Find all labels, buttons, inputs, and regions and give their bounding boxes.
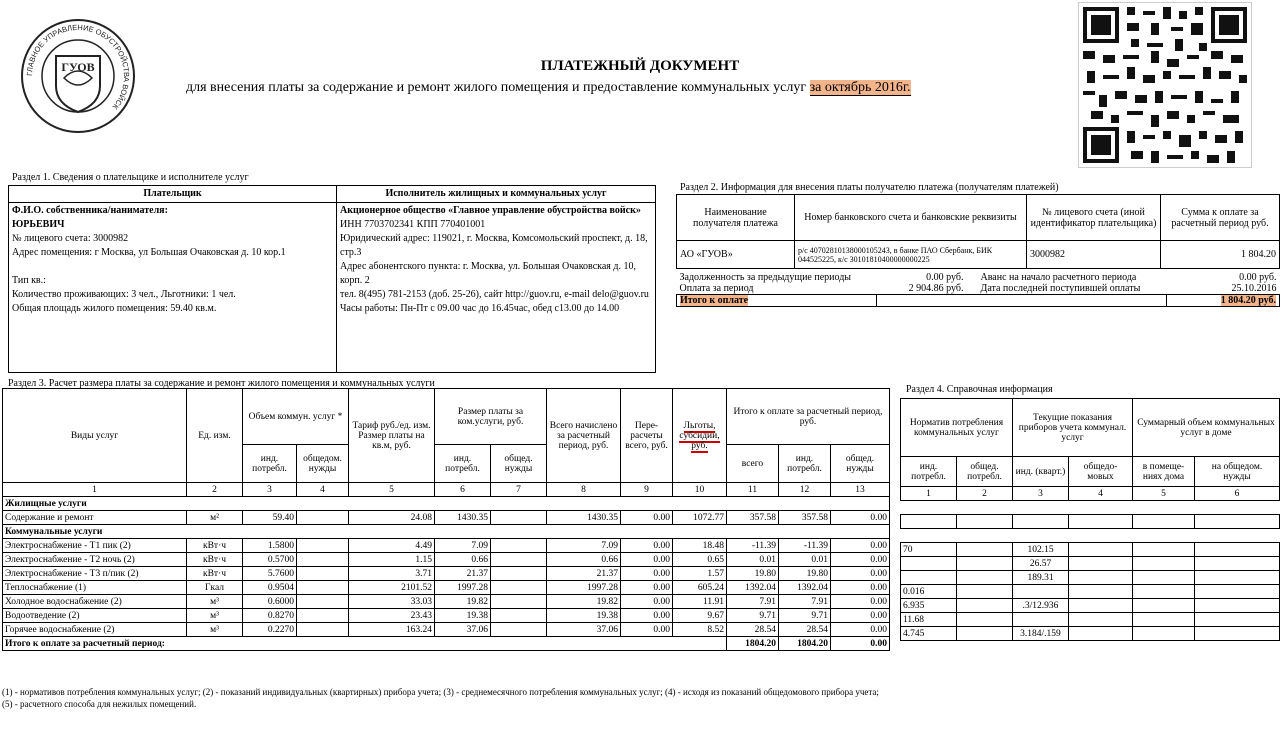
table-cell: 0.00 <box>621 553 673 567</box>
table-cell: м² <box>187 511 243 525</box>
payer-line: Ф.И.О. собственника/нанимателя: <box>12 205 168 216</box>
table-cell <box>491 623 547 637</box>
s4-row <box>901 543 1280 557</box>
column-number: 9 <box>621 483 673 497</box>
h4-sum: Суммарный объем коммунальных услуг в доме <box>1133 399 1280 457</box>
s4-cell <box>1133 599 1195 613</box>
column-number: 2 <box>187 483 243 497</box>
table-cell: 0.66 <box>435 553 491 567</box>
table-cell: 33.03 <box>349 595 435 609</box>
table-cell <box>491 539 547 553</box>
h4-needs: на общедом. нужды <box>1195 457 1280 487</box>
s4-cell <box>1069 599 1133 613</box>
table-row <box>3 581 890 595</box>
s4-column-number: 6 <box>1195 487 1280 501</box>
table-cell: 0.00 <box>831 609 890 623</box>
table-cell: 0.00 <box>831 539 890 553</box>
table-cell: 0.01 <box>779 553 831 567</box>
table-row <box>3 567 890 581</box>
table-cell: 163.24 <box>349 623 435 637</box>
table-cell <box>297 511 349 525</box>
table-cell: 357.58 <box>727 511 779 525</box>
table-cell: 0.00 <box>621 539 673 553</box>
h4-norm: Норматив потребления коммунальных услуг <box>901 399 1013 457</box>
column-number: 8 <box>547 483 621 497</box>
service-name: Электроснабжение - Т2 ночь (2) <box>3 553 187 567</box>
s4-cell <box>957 627 1013 641</box>
table-cell: 0.00 <box>831 595 890 609</box>
table-cell: 357.58 <box>779 511 831 525</box>
table-cell: 1430.35 <box>547 511 621 525</box>
table-cell: 1072.77 <box>673 511 727 525</box>
section4-table <box>900 398 1280 641</box>
table-cell: 1.57 <box>673 567 727 581</box>
s4-column-number: 5 <box>1133 487 1195 501</box>
s4-cell: .3/12.936 <box>1013 599 1069 613</box>
s4-row <box>901 585 1280 599</box>
section1-label: Раздел 1. Сведения о плательщике и исполнителе услуг <box>12 172 249 183</box>
h4-obsh: общедо-мовых <box>1069 457 1133 487</box>
table-cell: 19.82 <box>547 595 621 609</box>
h-ind2: инд. потребл. <box>435 445 491 483</box>
payer-header: Плательщик <box>9 186 337 203</box>
table-cell: -11.39 <box>727 539 779 553</box>
table-cell: 7.91 <box>779 595 831 609</box>
table-cell: 0.00 <box>831 623 890 637</box>
table-cell <box>491 567 547 581</box>
table-cell: 0.00 <box>621 567 673 581</box>
h-common2: общед. нужды <box>491 445 547 483</box>
s4-column-number: 2 <box>957 487 1013 501</box>
paid-label: Оплата за период <box>679 283 754 294</box>
table-row <box>3 553 890 567</box>
table-cell: 0.8270 <box>243 609 297 623</box>
paid-value: 2 904.86 руб. <box>908 283 964 294</box>
service-name: Водоотведение (2) <box>3 609 187 623</box>
table-cell: 1.5800 <box>243 539 297 553</box>
s2-account: 3000982 <box>1027 241 1161 269</box>
s4-cell <box>1069 627 1133 641</box>
table-cell <box>297 553 349 567</box>
table-cell: 37.06 <box>547 623 621 637</box>
table-cell <box>297 609 349 623</box>
executor-header: Исполнитель жилищных и коммунальных услуг <box>337 186 656 203</box>
table-cell <box>297 581 349 595</box>
table-cell <box>491 595 547 609</box>
s4-cell <box>957 613 1013 627</box>
s3-total-ind: 1804.20 <box>779 637 831 651</box>
h-recalc: Пере-расчеты всего, руб. <box>621 389 673 483</box>
logo-text: ГУОВ <box>61 60 95 74</box>
h4-common: общед. потребл. <box>957 457 1013 487</box>
table-cell: 1392.04 <box>727 581 779 595</box>
s4-cell <box>901 557 957 571</box>
s3-total-all: 1804.20 <box>727 637 779 651</box>
table-cell: 0.00 <box>621 609 673 623</box>
h4-meter: Текущие показания приборов учета коммунал. услуг <box>1013 399 1133 457</box>
s4-cell <box>1195 585 1280 599</box>
table-cell <box>297 595 349 609</box>
section3-label: Раздел 3. Расчет размера платы за содержание и ремонт жилого помещения и коммунальных услуги <box>8 378 435 389</box>
table-cell: 0.00 <box>621 581 673 595</box>
s4-row <box>901 627 1280 641</box>
service-name: Холодное водоснабжение (2) <box>3 595 187 609</box>
s4-cell <box>1133 627 1195 641</box>
s4-column-numbers <box>901 487 1280 501</box>
s4-cell: 6.935 <box>901 599 957 613</box>
table-cell: 0.00 <box>621 595 673 609</box>
column-number: 11 <box>727 483 779 497</box>
s4-column-number: 4 <box>1069 487 1133 501</box>
column-number: 12 <box>779 483 831 497</box>
column-number: 13 <box>831 483 890 497</box>
s4-cell <box>1195 613 1280 627</box>
payer-info <box>9 203 337 373</box>
s4-column-number: 1 <box>901 487 957 501</box>
h4-kv: инд. (кварт.) <box>1013 457 1069 487</box>
document-subtitle <box>186 80 1066 96</box>
s4-cell: 0.016 <box>901 585 957 599</box>
h-unit: Ед. изм. <box>187 389 243 483</box>
s4-cell: 189.31 <box>1013 571 1069 585</box>
column-numbers <box>3 483 890 497</box>
h-ind: инд. потребл. <box>243 445 297 483</box>
s4-rows <box>901 543 1280 641</box>
table-row <box>3 539 890 553</box>
h-ind3: инд. потребл. <box>779 445 831 483</box>
table-cell: -11.39 <box>779 539 831 553</box>
table-cell: 19.80 <box>727 567 779 581</box>
table-cell: м³ <box>187 623 243 637</box>
executor-contacts[interactable]: тел. 8(495) 781-2153 (доб. 25-26), сайт http://guov.ru, e-mail delo@guov.ru <box>340 289 649 300</box>
last-payment-label: Дата последней поступившей оплаты <box>980 283 1141 294</box>
table-cell: 19.38 <box>435 609 491 623</box>
s2-header-recipient: Наименование получателя платежа <box>677 195 795 241</box>
table-cell: 37.06 <box>435 623 491 637</box>
table-cell: 605.24 <box>673 581 727 595</box>
table-cell: 0.66 <box>547 553 621 567</box>
table-cell: 0.00 <box>621 623 673 637</box>
subtitle-main: для внесения платы за содержание и ремонт жилого помещения и предоставление коммунальных услуг <box>186 80 807 95</box>
service-name: Содержание и ремонт <box>3 511 187 525</box>
payer-account: № лицевого счета: 3000982 <box>12 233 129 244</box>
table-row <box>3 511 890 525</box>
h4-ind: инд. потребл. <box>901 457 957 487</box>
s4-cell: 3.184/.159 <box>1013 627 1069 641</box>
h4-rooms: в помеще-ниях дома <box>1133 457 1195 487</box>
s4-cell <box>1133 557 1195 571</box>
table-cell: 0.65 <box>673 553 727 567</box>
service-name: Горячее водоснабжение (2) <box>3 623 187 637</box>
column-number: 3 <box>243 483 297 497</box>
table-cell: 5.7600 <box>243 567 297 581</box>
s4-cell: 102.15 <box>1013 543 1069 557</box>
document-title: ПЛАТЕЖНЫЙ ДОКУМЕНТ <box>540 58 740 74</box>
h-total: Всего начислено за расчетный период, руб. <box>547 389 621 483</box>
table-cell: 7.09 <box>435 539 491 553</box>
table-cell: 0.9504 <box>243 581 297 595</box>
logo-ring-text: ГЛАВНОЕ УПРАВЛЕНИЕ ОБУСТРОЙСТВА ВОЙСК <box>24 22 132 112</box>
s4-cell <box>1133 613 1195 627</box>
s4-cell: 26.57 <box>1013 557 1069 571</box>
h-tariff: Тариф руб./ед. изм. Размер платы на кв.м, руб. <box>349 389 435 483</box>
total-label: Итого к оплате <box>680 295 749 306</box>
table-cell: 0.6000 <box>243 595 297 609</box>
table-cell: 4.49 <box>349 539 435 553</box>
h-common3: общед. нужды <box>831 445 890 483</box>
table-cell: кВт·ч <box>187 553 243 567</box>
column-number: 1 <box>3 483 187 497</box>
group-utility: Коммунальные услуги <box>3 525 890 539</box>
s3-total-label: Итого к оплате за расчетный период: <box>3 637 727 651</box>
s4-cell <box>1133 571 1195 585</box>
table-cell <box>491 553 547 567</box>
table-cell <box>491 511 547 525</box>
debt-label: Задолженность за предыдущие периоды <box>679 272 852 283</box>
s4-cell <box>901 571 957 585</box>
billing-period: за октябрь 2016г. <box>809 80 911 95</box>
h-topay: Итого к оплате за расчетный период, руб. <box>727 389 890 445</box>
utility-rows <box>3 539 890 637</box>
advance-label: Аванс на начало расчетного периода <box>980 272 1137 283</box>
table-cell: 1430.35 <box>435 511 491 525</box>
table-cell: 9.67 <box>673 609 727 623</box>
table-cell: Гкал <box>187 581 243 595</box>
s4-cell: 11.68 <box>901 613 957 627</box>
service-name: Электроснабжение - Т3 п/пик (2) <box>3 567 187 581</box>
table-cell: 0.2270 <box>243 623 297 637</box>
table-cell: 0.00 <box>621 511 673 525</box>
table-cell: 19.38 <box>547 609 621 623</box>
table-cell: кВт·ч <box>187 539 243 553</box>
s4-cell <box>957 557 1013 571</box>
table-row <box>3 595 890 609</box>
table-cell: 21.37 <box>435 567 491 581</box>
s2-header-bank: Номер банковского счета и банковские реквизиты <box>795 195 1027 241</box>
executor-legal-address: Юридический адрес: 119021, г. Москва, Комсомольский проспект, д. 18, стр.3 <box>340 233 648 258</box>
section2-summary <box>676 272 1280 307</box>
table-cell: 9.71 <box>727 609 779 623</box>
table-cell: 0.01 <box>727 553 779 567</box>
payer-area: Общая площадь жилого помещения: 59.40 кв.м. <box>12 303 217 314</box>
s4-column-number: 3 <box>1013 487 1069 501</box>
last-payment-value: 25.10.2016 <box>1231 283 1277 294</box>
table-cell: м³ <box>187 595 243 609</box>
column-number: 7 <box>491 483 547 497</box>
s4-cell <box>1195 557 1280 571</box>
s4-cell <box>1133 543 1195 557</box>
s4-row <box>901 557 1280 571</box>
table-cell: 19.80 <box>779 567 831 581</box>
table-row <box>3 609 890 623</box>
table-cell <box>491 581 547 595</box>
table-cell: 19.82 <box>435 595 491 609</box>
executor-office-address: Адрес абонентского пункта: г. Москва, ул. Большая Очаковская д. 10, корп. 2 <box>340 261 636 286</box>
payer-residents: Количество проживающих: 3 чел., Льготники: 1 чел. <box>12 289 236 300</box>
table-cell: 0.00 <box>831 567 890 581</box>
h-size: Размер платы за ком.услуги, руб. <box>435 389 547 445</box>
table-cell <box>491 609 547 623</box>
guov-logo <box>18 16 138 136</box>
s2-sum: 1 804.20 <box>1161 241 1280 269</box>
table-cell: 21.37 <box>547 567 621 581</box>
table-cell: 2101.52 <box>349 581 435 595</box>
debt-value: 0.00 руб. <box>926 272 964 283</box>
payer-address: Адрес помещения: г Москва, ул Большая Очаковская д. 10 кор.1 <box>12 247 286 258</box>
s2-bank-details: р/с 40702810138000105243, в банке ПАО Сбербанк, БИК 044525225, к/с 30101810400000000225 <box>795 241 1027 269</box>
executor-info <box>337 203 656 373</box>
footnote: (1) - нормативов потребления коммунальных услуг; (2) - показаний индивидуальных (квартирных) прибора учета; (3) - среднемесячного потребления коммунальных услуг; (4) - исходя из показаний общедомового прибора учета; (5) - расчетного способа для нежилых помещений. <box>2 687 879 709</box>
s4-row <box>901 599 1280 613</box>
h-common: общедом. нужды <box>297 445 349 483</box>
s4-cell <box>1069 571 1133 585</box>
s4-cell <box>1069 557 1133 571</box>
h-volume: Объем коммун. услуг * <box>243 389 349 445</box>
s4-cell <box>1069 543 1133 557</box>
table-cell: 24.08 <box>349 511 435 525</box>
table-cell: 9.71 <box>779 609 831 623</box>
h-all: всего <box>727 445 779 483</box>
qr-code[interactable] <box>1078 2 1252 168</box>
s2-header-account: № лицевого счета (иной идентификатор плательщика) <box>1027 195 1161 241</box>
s4-cell <box>1013 613 1069 627</box>
column-number: 5 <box>349 483 435 497</box>
section2-label: Раздел 2. Информация для внесения платы получателю платежа (получателям платежей) <box>680 182 1059 193</box>
executor-name: Акционерное общество «Главное управление обустройства войск» <box>340 205 641 216</box>
s4-cell <box>1133 585 1195 599</box>
s4-cell <box>1069 585 1133 599</box>
table-cell <box>297 539 349 553</box>
section4-label: Раздел 4. Справочная информация <box>906 384 1053 395</box>
table-cell <box>297 623 349 637</box>
table-cell: 18.48 <box>673 539 727 553</box>
s4-cell <box>957 571 1013 585</box>
s4-cell <box>1013 585 1069 599</box>
s4-row <box>901 613 1280 627</box>
s2-header-sum: Сумма к оплате за расчетный период руб. <box>1161 195 1280 241</box>
service-name: Электроснабжение - Т1 пик (2) <box>3 539 187 553</box>
s4-row <box>901 571 1280 585</box>
executor-hours: Часы работы: Пн-Пт с 09.00 час до 16.45час, обед с13.00 до 14.00 <box>340 303 620 314</box>
column-number: 6 <box>435 483 491 497</box>
s4-cell <box>1195 543 1280 557</box>
table-cell: 1392.04 <box>779 581 831 595</box>
table-cell: 0.00 <box>831 511 890 525</box>
column-number: 10 <box>673 483 727 497</box>
s4-cell: 70 <box>901 543 957 557</box>
s4-cell <box>1069 613 1133 627</box>
table-cell: 23.43 <box>349 609 435 623</box>
table-cell: 11.91 <box>673 595 727 609</box>
housing-rows <box>3 511 890 525</box>
s4-cell <box>1195 627 1280 641</box>
table-cell: 8.52 <box>673 623 727 637</box>
table-cell: 7.09 <box>547 539 621 553</box>
table-cell: кВт·ч <box>187 567 243 581</box>
table-cell: 28.54 <box>779 623 831 637</box>
advance-value: 0.00 руб. <box>1239 272 1277 283</box>
executor-inn: ИНН 7703702341 КПП 770401001 <box>340 219 486 230</box>
payer-apt-type: Тип кв.: <box>12 275 46 286</box>
table-cell: 59.40 <box>243 511 297 525</box>
payer-name: ЮРЬЕВИЧ <box>12 219 65 230</box>
section3-table <box>2 388 890 651</box>
h-services: Виды услуг <box>3 389 187 483</box>
table-cell <box>297 567 349 581</box>
s4-cell: 4.745 <box>901 627 957 641</box>
table-cell: 0.00 <box>831 553 890 567</box>
s4-cell <box>957 543 1013 557</box>
section2-table <box>676 194 1280 269</box>
group-housing: Жилищные услуги <box>3 497 890 511</box>
h-benefit: Льготы, субсидии, руб. <box>679 420 720 451</box>
s4-cell <box>957 585 1013 599</box>
payer-spacer <box>12 260 333 274</box>
s3-total-common: 0.00 <box>831 637 890 651</box>
service-name: Теплоснабжение (1) <box>3 581 187 595</box>
table-cell: 7.91 <box>727 595 779 609</box>
table-cell: 1997.28 <box>547 581 621 595</box>
table-cell: 28.54 <box>727 623 779 637</box>
s4-cell <box>957 599 1013 613</box>
total-value: 1 804.20 руб. <box>1220 295 1276 306</box>
table-cell: 3.71 <box>349 567 435 581</box>
column-number: 4 <box>297 483 349 497</box>
table-cell: 0.5700 <box>243 553 297 567</box>
section1-table <box>8 185 656 373</box>
table-row <box>3 623 890 637</box>
table-cell: 1.15 <box>349 553 435 567</box>
s2-recipient: АО «ГУОВ» <box>677 241 795 269</box>
s4-cell <box>1195 599 1280 613</box>
table-cell: м³ <box>187 609 243 623</box>
s4-cell <box>1195 571 1280 585</box>
table-cell: 0.00 <box>831 581 890 595</box>
table-cell: 1997.28 <box>435 581 491 595</box>
